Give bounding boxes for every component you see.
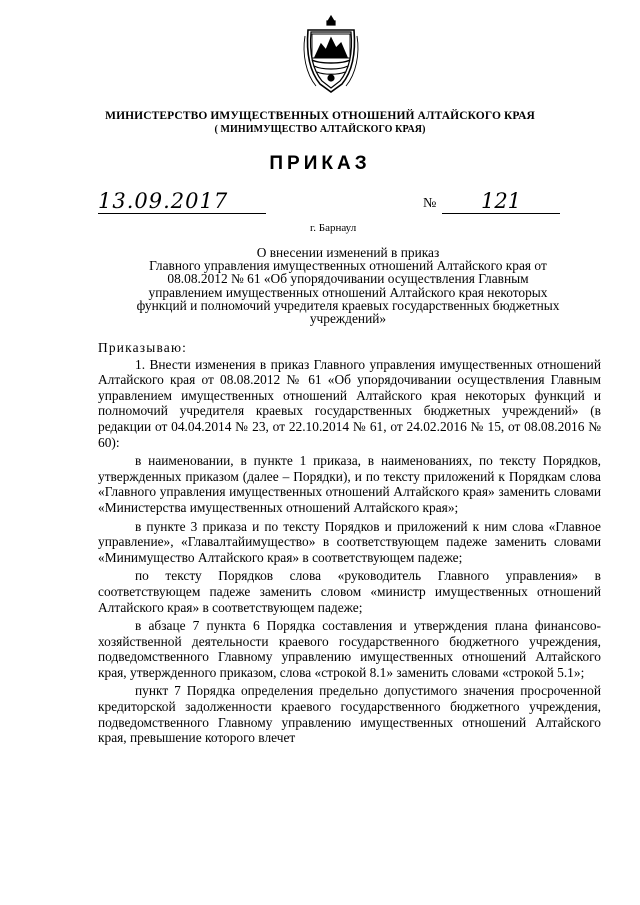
document-type-title: ПРИКАЗ xyxy=(269,153,371,174)
subject-line: учреждений» xyxy=(309,311,387,327)
subject-line: функций и полномочий учредителя краевых государственных бюджетных xyxy=(136,297,560,313)
order-date: 13.09.2017 xyxy=(98,189,266,214)
ministry-short-name: ( МИНИМУЩЕСТВО АЛТАЙСКОГО КРАЯ) xyxy=(214,124,426,135)
subject-line: управлением имущественных отношений Алтайского края некоторых xyxy=(148,284,548,300)
order-paragraph: в наименовании, в пункте 1 приказа, в наименованиях, по тексту Порядков, утвержденных приказом (далее – Порядки), и по тексту приложений к Порядкам слова «Главного управления имущественных отношений Алтайского края» заменить словами «Министерства имущественных отношений Алтайского края»; xyxy=(98,453,601,515)
order-number-label: № xyxy=(423,196,437,211)
order-body xyxy=(98,340,601,749)
order-lead: Приказываю: xyxy=(98,340,188,355)
subject-line: Главного управления имущественных отношений Алтайского края от xyxy=(149,258,547,274)
order-paragraph: пункт 7 Порядка определения предельно допустимого значения просроченной кредиторской задолженности краевого государственного бюджетного учреждения, подведомственного Главному управлению имущественных отношений Алтайского края, превышение которого влечет xyxy=(98,683,601,746)
order-subject xyxy=(98,246,598,325)
city-name: г. Барнаул xyxy=(310,222,357,234)
order-paragraph: по тексту Порядков слова «руководитель Главного управления» в соответствующем падеже заменить словом «министр имущественных отношений Алтайского края» в соответствующем падеже; xyxy=(98,568,601,615)
subject-line: 08.08.2012 № 61 «Об упорядочивании осуществления Главным xyxy=(167,271,529,287)
subject-line: О внесении изменений в приказ xyxy=(256,245,440,260)
ministry-name: МИНИСТЕРСТВО ИМУЩЕСТВЕННЫХ ОТНОШЕНИЙ АЛТАЙСКОГО КРАЯ xyxy=(105,110,535,122)
order-paragraph: в абзаце 7 пункта 6 Порядка составления и утверждения плана финансово-хозяйственной деятельности краевого государственного бюджетного учреждения, подведомственного Главному управлению имущественных отношений Алтайского края, утвержденного приказом, слова «строкой 8.1» заменить словами «строкой 5.1»; xyxy=(98,618,601,680)
order-number: 121 xyxy=(442,189,560,214)
coat-of-arms-emblem xyxy=(302,14,360,96)
order-paragraph: в пункте 3 приказа и по тексту Порядков и приложений к ним слова «Главное управление», «Главалтайимущество» в соответствующем падеже заменить словами «Минимущество Алтайского края» в соответствующем падеже; xyxy=(98,518,601,565)
order-paragraph: 1. Внести изменения в приказ Главного управления имущественных отношений Алтайского края от 08.08.2012 № 61 «Об упорядочивании осуществления Главным управлением имущественных отношений Алтайского края некоторых функций и полномочий учредителя краевых государственных бюджетных учреждений» (в редакции от 04.04.2014 № 23, от 22.10.2014 № 61, от 24.02.2016 № 15, от 08.08.2016 № 60): xyxy=(98,356,601,450)
